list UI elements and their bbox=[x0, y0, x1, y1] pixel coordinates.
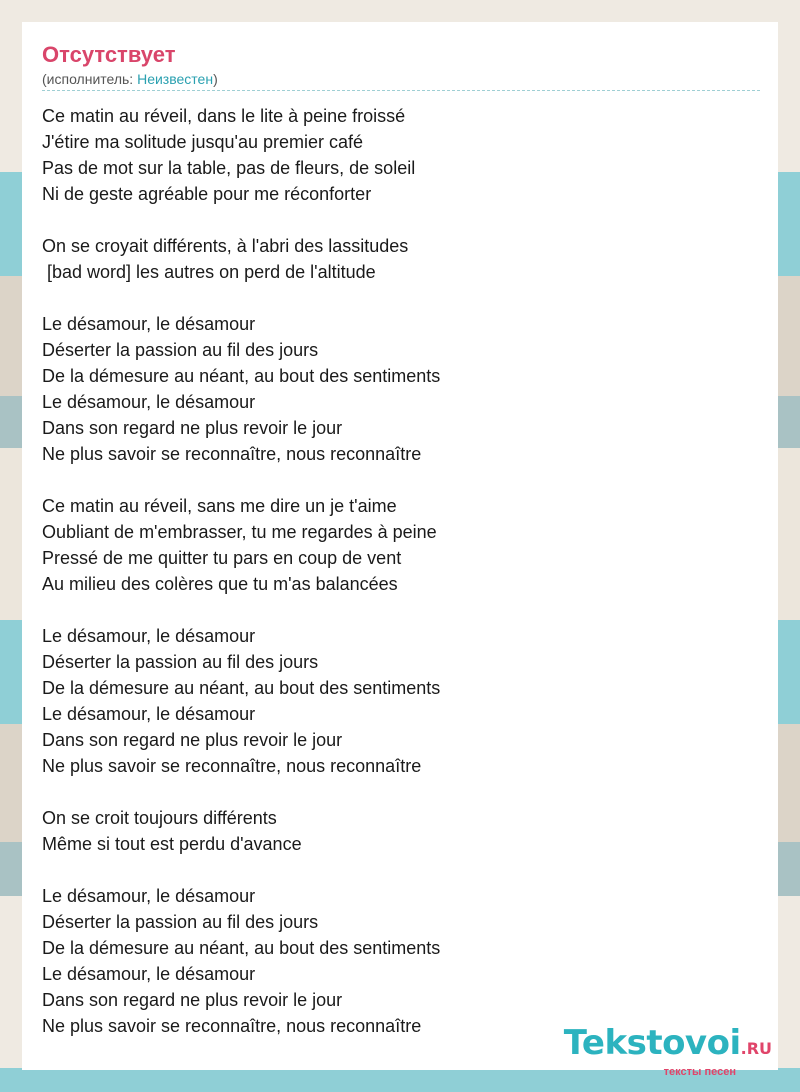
artist-line bbox=[42, 70, 760, 91]
lyric-line: Au milieu des colères que tu m'as balancées bbox=[42, 574, 398, 594]
lyrics-text bbox=[42, 103, 758, 1039]
lyric-line: De la démesure au néant, au bout des sentiments bbox=[42, 678, 441, 698]
lyric-line: [bad word] les autres on perd de l'altitude bbox=[42, 262, 376, 282]
stanza-break bbox=[42, 207, 758, 233]
lyric-line: Ne plus savoir se reconnaître, nous reconnaître bbox=[42, 756, 422, 776]
stanza-break bbox=[42, 285, 758, 311]
lyric-line: Ni de geste agréable pour me réconforter bbox=[42, 184, 372, 204]
lyric-line: J'étire ma solitude jusqu'au premier café bbox=[42, 132, 364, 152]
artist-suffix: ) bbox=[213, 71, 218, 87]
stanza-break bbox=[42, 779, 758, 805]
lyric-line: Dans son regard ne plus revoir le jour bbox=[42, 418, 343, 438]
lyric-line: Ne plus savoir se reconnaître, nous reconnaître bbox=[42, 444, 422, 464]
lyric-line: Même si tout est perdu d'avance bbox=[42, 834, 302, 854]
lyric-line: Déserter la passion au fil des jours bbox=[42, 912, 319, 932]
artist-prefix: (исполнитель: bbox=[42, 71, 138, 87]
lyric-line: Le désamour, le désamour bbox=[42, 886, 256, 906]
lyric-line: Oubliant de m'embrasser, tu me regardes à peine bbox=[42, 522, 437, 542]
artist-link[interactable]: Неизвестен bbox=[137, 71, 214, 87]
lyric-line: Le désamour, le désamour bbox=[42, 392, 256, 412]
lyric-line: Déserter la passion au fil des jours bbox=[42, 340, 319, 360]
lyric-line: Ce matin au réveil, sans me dire un je t'aime bbox=[42, 496, 397, 516]
lyric-line: Ne plus savoir se reconnaître, nous reconnaître bbox=[42, 1016, 422, 1036]
lyric-line: On se croit toujours différents bbox=[42, 808, 277, 828]
logo-tld: .RU bbox=[740, 1039, 772, 1058]
lyrics-card bbox=[22, 22, 778, 1070]
lyric-line: Le désamour, le désamour bbox=[42, 704, 256, 724]
lyric-line: Le désamour, le désamour bbox=[42, 314, 256, 334]
logo-tagline: тексты песен bbox=[663, 1066, 736, 1078]
logo-wordmark bbox=[563, 1023, 772, 1066]
lyric-line: De la démesure au néant, au bout des sentiments bbox=[42, 366, 441, 386]
lyric-line: On se croyait différents, à l'abri des lassitudes bbox=[42, 236, 409, 256]
lyric-line: De la démesure au néant, au bout des sentiments bbox=[42, 938, 441, 958]
logo-main-text: Tekstovoi bbox=[563, 1023, 741, 1063]
song-title: Отсутствует bbox=[42, 42, 176, 67]
lyric-line: Ce matin au réveil, dans le lite à peine froissé bbox=[42, 106, 406, 126]
lyric-line: Dans son regard ne plus revoir le jour bbox=[42, 730, 343, 750]
lyric-line: Déserter la passion au fil des jours bbox=[42, 652, 319, 672]
lyric-line: Pressé de me quitter tu pars en coup de vent bbox=[42, 548, 402, 568]
stanza-break bbox=[42, 857, 758, 883]
lyric-line: Le désamour, le désamour bbox=[42, 964, 256, 984]
site-logo[interactable] bbox=[563, 1023, 772, 1078]
lyric-line: Le désamour, le désamour bbox=[42, 626, 256, 646]
lyric-line: Pas de mot sur la table, pas de fleurs, de soleil bbox=[42, 158, 416, 178]
stanza-break bbox=[42, 467, 758, 493]
lyric-line: Dans son regard ne plus revoir le jour bbox=[42, 990, 343, 1010]
stanza-break bbox=[42, 597, 758, 623]
